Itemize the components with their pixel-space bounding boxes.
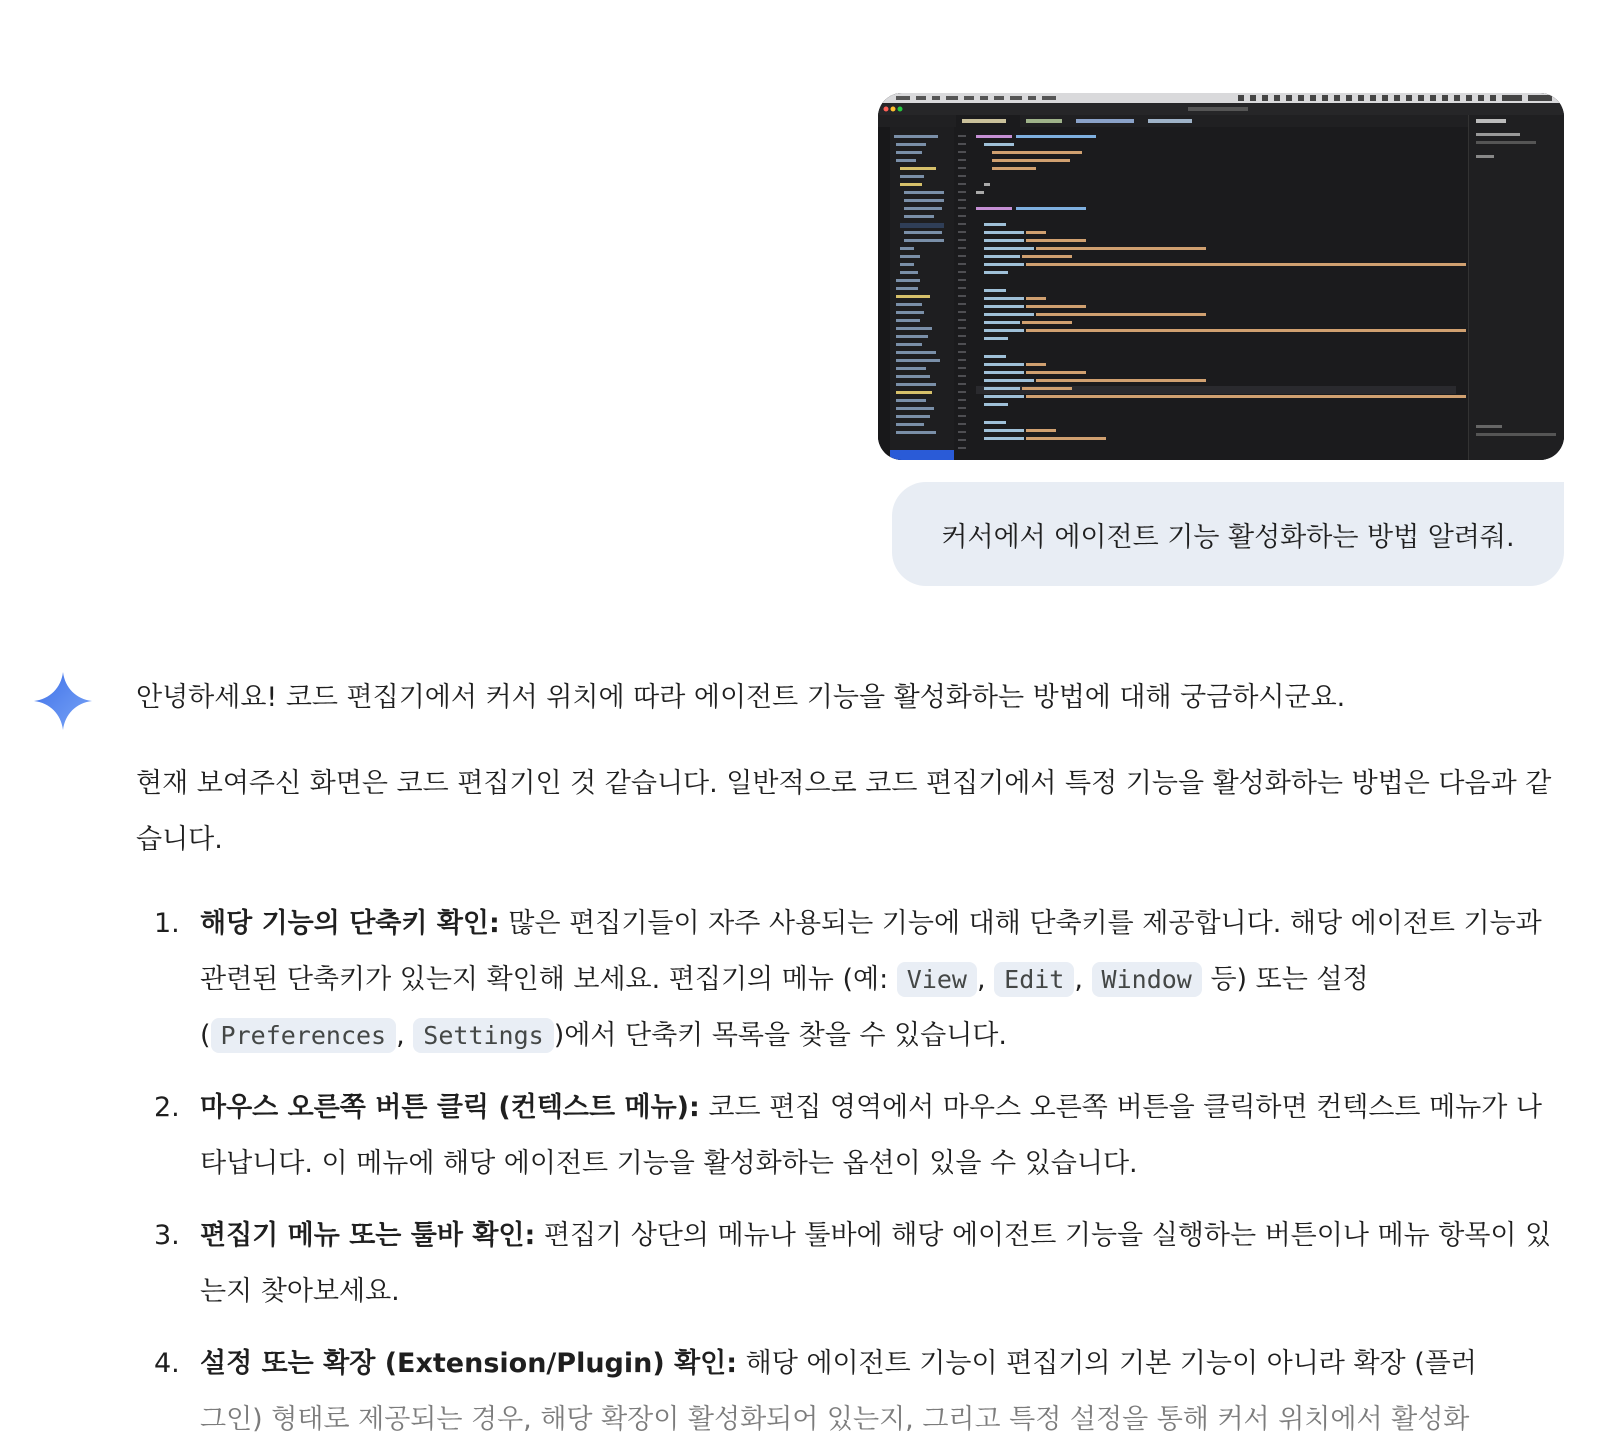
step-text: )에서 단축키 목록을 찾을 수 있습니다.: [553, 1020, 1007, 1051]
steps-list: [136, 896, 1566, 1440]
separator: ,: [1074, 964, 1092, 995]
code-edit: Edit: [994, 962, 1074, 997]
separator: ,: [396, 1020, 414, 1051]
code-view: View: [897, 962, 977, 997]
step-number: 1.: [154, 908, 180, 939]
step-text-faded: 그인) 형태로 제공되는 경우, 해당 확장이 활성화되어 있는지, 그리고 특정 설정을 통해 커서 위치에서 활성화: [200, 1404, 1470, 1435]
step-title: 해당 기능의 단축키 확인:: [200, 908, 500, 939]
step-3: [136, 1208, 1566, 1320]
response-intro: 현재 보여주신 화면은 코드 편집기인 것 같습니다. 일반적으로 코드 편집기에서 특정 기능을 활성화하는 방법은 다음과 같습니다.: [136, 768, 1552, 855]
step-text: 편집기 상단의 메뉴나 툴바에 해당 에이전트 기능을 실행하는 버튼이나 메뉴 항목이 있는지 찾아보세요.: [200, 1220, 1552, 1307]
step-number: 3.: [154, 1220, 180, 1251]
step-text: 등) 또는 설정 (: [200, 964, 1369, 1051]
step-1: [136, 896, 1566, 1064]
step-text: 해당 에이전트 기능이 편집기의 기본 기능이 아니라 확장 (플러: [737, 1348, 1477, 1379]
step-title: 설정 또는 확장 (Extension/Plugin) 확인:: [200, 1348, 738, 1379]
code-window: Window: [1092, 962, 1202, 997]
gemini-spark-icon: [32, 670, 94, 732]
code-settings: Settings: [413, 1018, 553, 1053]
step-number: 2.: [154, 1092, 180, 1123]
step-4: [136, 1336, 1566, 1440]
separator: ,: [976, 964, 995, 995]
code-editor-screenshot-icon: [878, 93, 1564, 460]
code-preferences: Preferences: [211, 1018, 397, 1053]
user-message-text: 커서에서 에이전트 기능 활성화하는 방법 알려줘.: [941, 521, 1515, 553]
step-title: 편집기 메뉴 또는 툴바 확인:: [200, 1220, 536, 1251]
step-title: 마우스 오른쪽 버튼 클릭 (컨텍스트 메뉴):: [200, 1092, 700, 1123]
step-text: 코드 편집 영역에서 마우스 오른쪽 버튼을 클릭하면 컨텍스트 메뉴가 나타납니다. 이 메뉴에 해당 에이전트 기능을 활성화하는 옵션이 있을 수 있습니다.: [200, 1092, 1542, 1179]
model-response: [136, 670, 1566, 1440]
user-message-bubble: [892, 482, 1564, 586]
step-text: 많은 편집기들이 자주 사용되는 기능에 대해 단축키를 제공합니다. 해당 에이전트 기능과 관련된 단축키가 있는지 확인해 보세요. 편집기의 메뉴 (예:: [200, 908, 1542, 995]
response-greeting: 안녕하세요! 코드 편집기에서 커서 위치에 따라 에이전트 기능을 활성화하는 방법에 대해 궁금하시군요.: [136, 682, 1346, 713]
attached-screenshot[interactable]: [878, 93, 1564, 460]
step-2: [136, 1080, 1566, 1192]
step-number: 4.: [154, 1348, 180, 1379]
